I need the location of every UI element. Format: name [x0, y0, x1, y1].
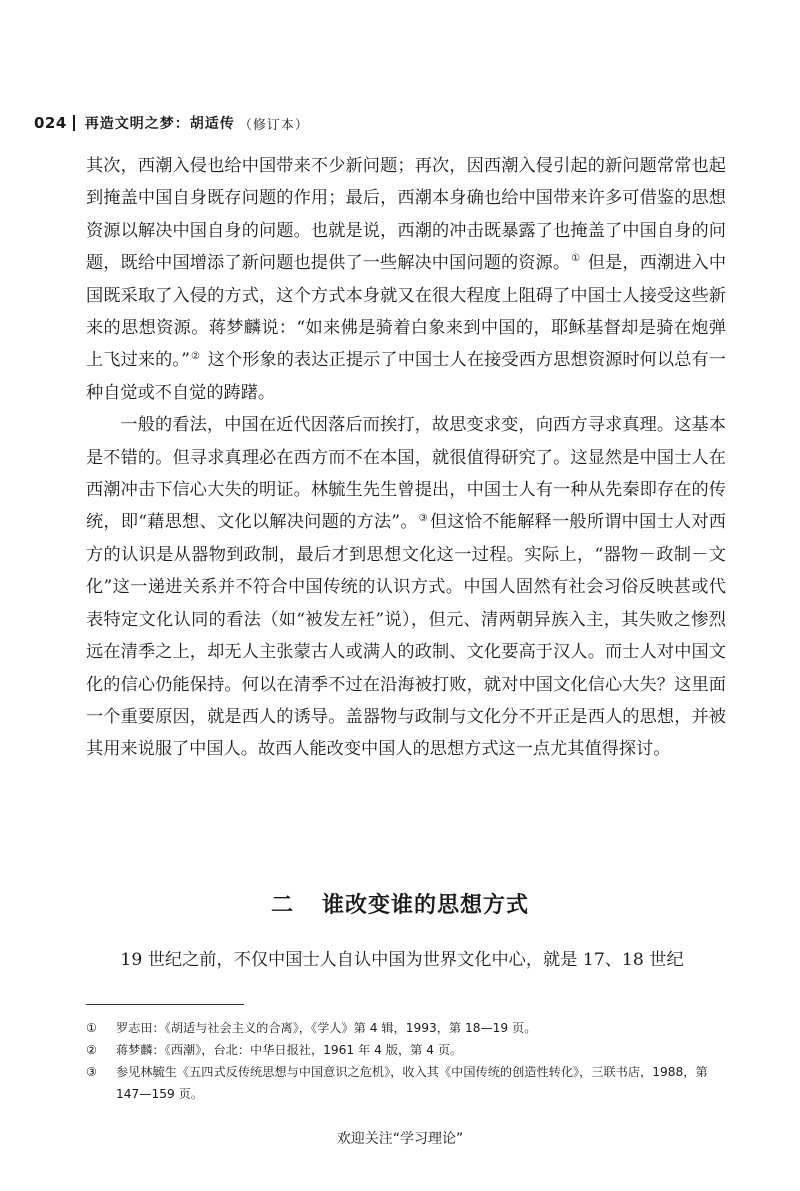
section-number: 二 [270, 893, 294, 918]
section-heading [0, 888, 800, 919]
running-header [34, 113, 309, 133]
footnote-ref-1: ① [571, 253, 581, 265]
header-divider [73, 115, 75, 131]
page-number: 024 [34, 114, 67, 132]
paragraph-2-text-a: 一般的看法，中国在近代因落后而挨打，故思变求变，向西方寻求真理。这基本是不错的。但寻求真理必在西方而不在本国，就很值得研究了。这显然是中国士人在西潮冲击下信心大失的明证。林毓生先生曾提出，中国士人有一种从先秦即存在的传统，即“藉思想、文化以解决问题的方法”。 [86, 415, 726, 533]
paragraph-1 [86, 150, 726, 409]
book-title: 再造文明之梦：胡适传 [84, 116, 235, 132]
book-edition: （修订本） [238, 117, 309, 133]
footnote-text: 罗志田：《胡适与社会主义的合离》，《学人》第 4 辑，1993，第 18—19 页。 [116, 1021, 537, 1035]
paragraph-1-text-b: 但是，西潮进入中国既采取了入侵的方式，这个方式本身就又在很大程度上阻碍了中国士人接受这些新来的思想资源。蒋梦麟说：“如来佛是骑着白象来到中国的，耶稣基督却是骑在炮弹上飞过来的。” [86, 253, 727, 371]
paragraph-3: 19 世纪之前，不仅中国士人自认中国为世界文化中心，就是 17、18 世纪 [120, 950, 684, 970]
footnote-divider [86, 1004, 244, 1005]
footnote-text: 参见林毓生《五四式反传统思想与中国意识之危机》，收入其《中国传统的创造性转化》，三联书店，1988，第 147—159 页。 [116, 1065, 708, 1101]
footnote-marker: ① [86, 1021, 97, 1035]
body-text [86, 150, 726, 766]
paragraph-2 [86, 409, 726, 765]
footnotes [86, 1017, 726, 1105]
footnote-1 [86, 1017, 726, 1039]
paragraph-1-text-a: 其次，西潮入侵也给中国带来不少新问题；再次，因西潮入侵引起的新问题常常也起到掩盖中国自身既存问题的作用；最后，西潮本身确也给中国带来许多可借鉴的思想资源以解决中国自身的问题。也就是说，西潮的冲击既暴露了也掩盖了中国自身的问题，既给中国增添了新问题也提供了一些解决中国问题的资源。 [86, 156, 726, 274]
paragraph-2-text-b: 但这恰不能解释一般所谓中国士人对西方的认识是从器物到政制，最后才到思想文化这一过程。实际上，“器物－政制－文化”这一递进关系并不符合中国传统的认识方式。中国人固然有社会习俗反映甚或代表特定文化认同的看法（如“被发左衽”说），但元、清两朝异族入主，其失败之惨烈远在清季之上，却无人主张蒙古人或满人的政制、文化要高于汉人。而士人对中国文化的信心仍能保持。何以在清季不过在沿海被打败，就对中国文化信心大失？这里面一个重要原因，就是西人的诱导。盖器物与政制与文化分不开正是西人的思想，并被其用来说服了中国人。故西人能改变中国人的思想方式这一点尤其值得探讨。 [86, 512, 726, 760]
footnote-marker: ③ [86, 1065, 97, 1079]
footnote-ref-3: ③ [418, 512, 428, 524]
footnote-2 [86, 1039, 726, 1061]
footnote-ref-2: ② [190, 350, 201, 362]
page-footer: 欢迎关注“学习理论” [336, 1131, 464, 1147]
footnote-3 [86, 1061, 726, 1105]
section-title: 谁改变谁的思想方式 [322, 893, 530, 918]
footnote-marker: ② [86, 1043, 97, 1057]
footnote-text: 蒋梦麟：《西潮》，台北：中华日报社，1961 年 4 版，第 4 页。 [116, 1043, 463, 1057]
paragraph-1-text-c: 这个形象的表达正提示了中国士人在接受西方思想资源时何以总有一种自觉或不自觉的踌躇。 [86, 350, 726, 403]
